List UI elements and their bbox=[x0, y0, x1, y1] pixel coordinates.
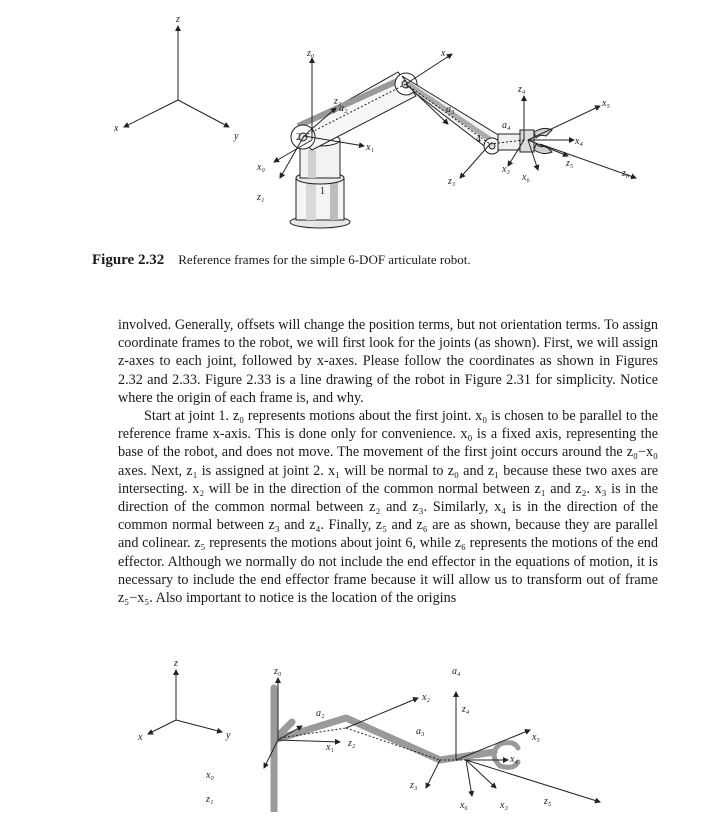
caption-label: Figure 2.32 bbox=[92, 252, 165, 268]
ref-z-label: z bbox=[176, 14, 180, 25]
paragraph: Start at joint 1. z₀ represents motions about the first joint. x₀ is chosen to be parallel to the reference frame x-axis. This is done only for convenience. x₀ is a fixed axis, representing the base of the robot, and does not move. The movement of the first joint occurs around the z₀−x₀ axes. Next, z₁ is assigned at joint 2. x₁ will be normal to z₀ and z₁ because these two axes are intersecting. x₂ will be in the direction of the common normal between z₁ and z₂. x₃ is in the direction of the common normal between z₂ and z₃. Similarly, x₄ is in the direction of the common normal between z₃ and z₄. Finally, z₅ and z₆ are as shown, because they are parallel and colinear. z₅ represents the motions about joint 6, while z₆ represents the motions of the end effector. Although we normally do not include the end effector in the equations of motion, it is necessary to include the end effector frame because it will allow us to transform out of frame z₅−x₅. Also important to notice is the location of the origins bbox=[118, 408, 658, 607]
label-z4: z₄ bbox=[518, 84, 526, 95]
label-x2: x₂ bbox=[422, 692, 430, 703]
frame-axes bbox=[264, 678, 600, 802]
label-x4: x₄ bbox=[510, 754, 518, 765]
label-z0: z₀ bbox=[307, 48, 315, 59]
label-a3: a₃ bbox=[446, 104, 455, 115]
label-x0: x₀ bbox=[206, 770, 214, 781]
figure-2-32 bbox=[0, 0, 728, 250]
label-z2: z₂ bbox=[348, 738, 356, 749]
joint-2-label: 2 bbox=[296, 132, 301, 143]
label-z3: z₃ bbox=[448, 176, 456, 187]
figure-2-33 bbox=[0, 648, 728, 812]
figure-caption bbox=[92, 252, 652, 269]
label-x1: x₁ bbox=[366, 142, 374, 153]
ref-x-label: x bbox=[114, 123, 119, 134]
label-z1: z₁ bbox=[257, 192, 265, 203]
joint-4-label: 4 bbox=[476, 134, 481, 145]
body-text bbox=[118, 316, 658, 607]
label-x6: x₆ bbox=[460, 800, 468, 811]
paragraph: involved. Generally, offsets will change the position terms, but not orientation terms. To assign coordinate frames to the robot, we will first look for the joints (as shown). First, we will assign z-axes to each joint, followed by x-axes. Please follow the coordinates as shown in Figures 2.32 and 2.33. Figure 2.33 is a line drawing of the robot in Figure 2.31 for simplicity. Notice where the origin of each frame is, and why. bbox=[118, 317, 658, 406]
label-z3: z₃ bbox=[410, 780, 418, 791]
label-x6: x₆ bbox=[522, 172, 530, 183]
label-x3: x₃ bbox=[500, 800, 508, 811]
label-x0: x₀ bbox=[257, 162, 265, 173]
frame-labels bbox=[205, 666, 552, 811]
label-a3: a₃ bbox=[416, 726, 425, 737]
joint-3-label: 3 bbox=[403, 80, 408, 91]
label-x2: x₂ bbox=[441, 48, 449, 59]
ref-x-label: x bbox=[138, 732, 143, 743]
label-x3: x₃ bbox=[502, 164, 510, 175]
label-z5: z₅ bbox=[566, 158, 574, 169]
label-a4: a₄ bbox=[502, 120, 511, 131]
reference-frame bbox=[137, 658, 231, 743]
label-z6: z₆ bbox=[622, 168, 630, 179]
joint-1-label: 1 bbox=[320, 186, 325, 197]
caption-text: Reference frames for the simple 6-DOF articulate robot. bbox=[178, 252, 471, 267]
robot-illustration bbox=[0, 0, 728, 250]
reference-frame bbox=[113, 14, 239, 142]
ref-z-label: z bbox=[174, 658, 178, 669]
ref-y-label: y bbox=[234, 131, 239, 142]
label-a2: a₂ bbox=[339, 103, 348, 114]
link-2 bbox=[291, 72, 417, 150]
link-3 bbox=[402, 76, 500, 154]
label-x4: x₄ bbox=[575, 136, 583, 147]
label-z0: z₀ bbox=[274, 666, 282, 677]
label-x1: x₁ bbox=[326, 742, 334, 753]
label-z4: z₄ bbox=[462, 704, 470, 715]
ref-y-label: y bbox=[226, 730, 231, 741]
label-a4: a₄ bbox=[452, 666, 461, 677]
label-a2: a₂ bbox=[316, 708, 325, 719]
label-z1: z₁ bbox=[206, 794, 214, 805]
label-z2: z₂ bbox=[334, 96, 342, 107]
label-x5: x₅ bbox=[532, 732, 540, 743]
label-x5: x₅ bbox=[602, 98, 610, 109]
label-z5: z₅ bbox=[544, 796, 552, 807]
robot-line-drawing bbox=[0, 648, 728, 812]
